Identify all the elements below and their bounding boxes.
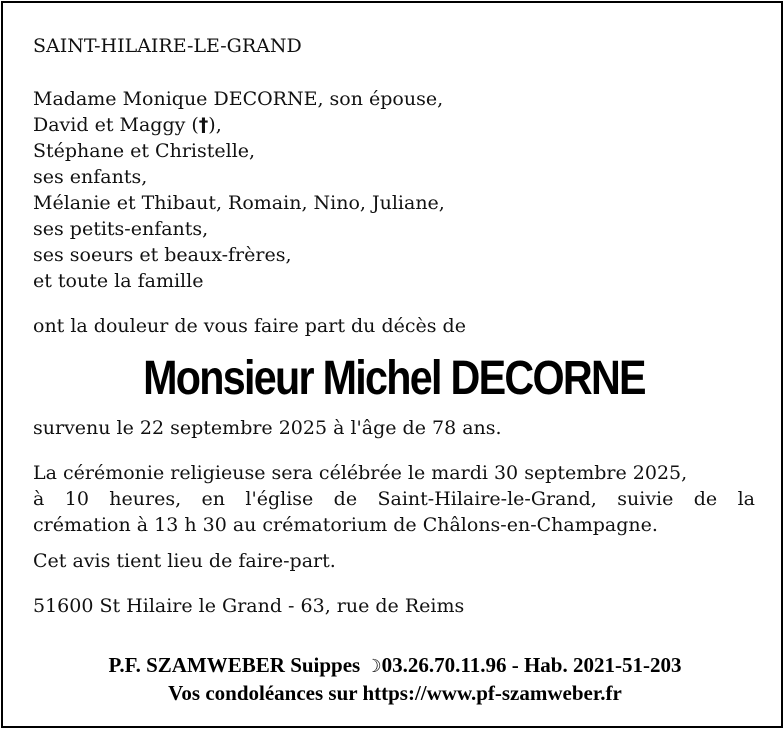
- child2-line: Stéphane et Christelle,: [33, 140, 256, 162]
- funeral-home-line: [6, 652, 784, 680]
- child1-line: [33, 112, 755, 138]
- ceremony-line-2: à 10 heures, en l'église de Saint-Hilaire-le-Grand, suivie de la: [33, 488, 755, 510]
- obituary-body: [33, 33, 755, 619]
- siblings-line: ses soeurs et beaux-frères,: [33, 244, 292, 266]
- death-info-line: survenu le 22 septembre 2025 à l'âge de 78 ans.: [33, 417, 502, 439]
- ceremony-line-1: La cérémonie religieuse sera célébrée le mardi 30 septembre 2025,: [33, 462, 688, 484]
- funeral-home-footer: [6, 652, 784, 706]
- locality-heading: SAINT-HILAIRE-LE-GRAND: [33, 35, 302, 57]
- children-label: ses enfants,: [33, 166, 148, 188]
- child1-prefix: David et Maggy (: [33, 114, 199, 136]
- obituary-notice-frame: [1, 1, 783, 728]
- child1-suffix: ),: [208, 114, 222, 136]
- grandchildren-line: Mélanie et Thibaut, Romain, Nino, Juliane,: [33, 192, 445, 214]
- funeral-home-name: P.F. SZAMWEBER Suippes: [108, 653, 361, 677]
- condolences-line: Vos condoléances sur https://www.pf-szamweber.fr: [168, 681, 622, 705]
- grandchildren-label: ses petits-enfants,: [33, 218, 209, 240]
- phone-and-hab: 03.26.70.11.96 - Hab. 2021-51-203: [381, 653, 682, 677]
- family-rest-line: et toute la famille: [33, 270, 204, 292]
- deceased-name: Monsieur Michel DECORNE: [143, 352, 645, 405]
- announcement-line: ont la douleur de vous faire part du décès de: [33, 315, 466, 337]
- cross-icon: †: [198, 114, 209, 136]
- phone-icon: ☽: [365, 656, 382, 677]
- notice-text-line: Cet avis tient lieu de faire-part.: [33, 550, 336, 572]
- spouse-line: Madame Monique DECORNE, son épouse,: [33, 88, 444, 110]
- ceremony-line-3: crémation à 13 h 30 au crématorium de Châlons-en-Champagne.: [33, 514, 658, 536]
- address-line: 51600 St Hilaire le Grand - 63, rue de Reims: [33, 595, 465, 617]
